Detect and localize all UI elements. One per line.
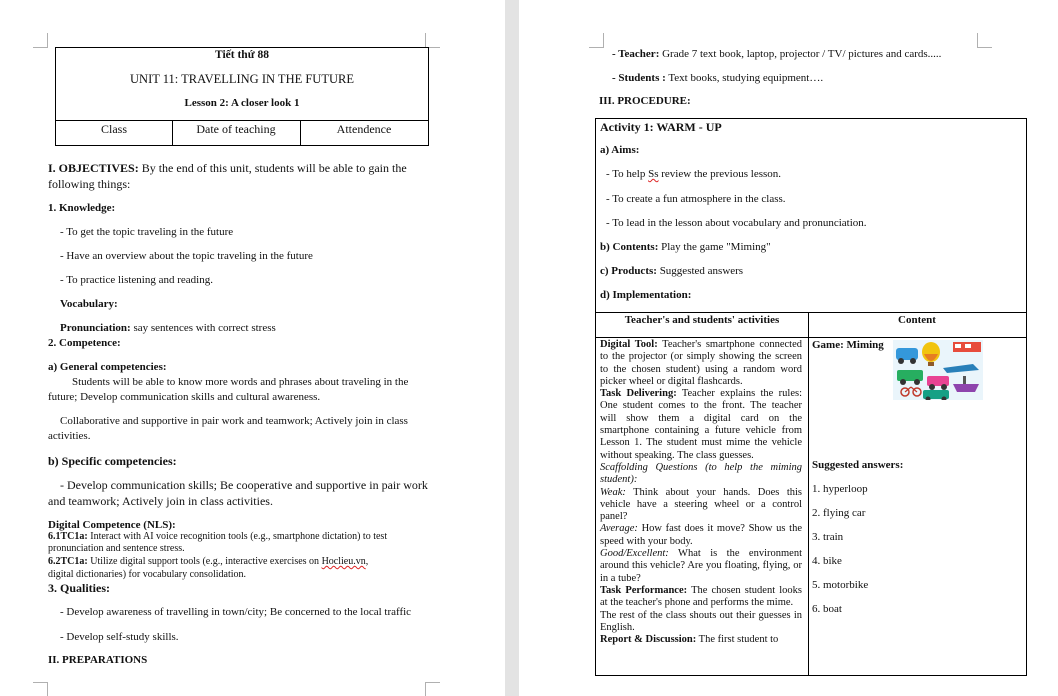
products-label: c) Products:: [600, 265, 657, 277]
knowledge-item: - To practice listening and reading.: [60, 274, 213, 286]
objectives-text: By the end of this unit, students will be able to gain the: [138, 161, 407, 175]
objectives-text-2: following things:: [48, 177, 131, 191]
report-label: Report & Discussion:: [600, 634, 697, 646]
activity-title: Activity 1: WARM - UP: [600, 120, 722, 134]
collab-text-2: activities.: [48, 430, 91, 442]
margin-mark: [425, 33, 440, 48]
average-paragraph: [600, 523, 802, 548]
digital-item-2-comma: ,: [365, 556, 369, 567]
digital-item-2-text: Utilize digital support tools (e.g., interactive exercises on: [87, 556, 322, 567]
task-performance-label: Task Performance:: [600, 584, 688, 596]
digital-item-1-code: 6.1TC1a:: [48, 531, 88, 542]
document-page-1: [0, 0, 505, 696]
good-label: Good/Excellent:: [600, 548, 669, 560]
vehicles-clipart: [893, 340, 983, 400]
hoclieu-link[interactable]: Hoclieu.vn: [321, 556, 366, 567]
answer-item: 1. hyperloop: [812, 483, 868, 495]
table-header-class: Class: [100, 122, 127, 136]
good-paragraph: [600, 548, 802, 585]
lesson-number: Tiết thứ 88: [215, 49, 269, 61]
suggested-answers-heading: Suggested answers:: [812, 459, 904, 471]
margin-mark: [425, 682, 440, 696]
products-line: [600, 265, 743, 278]
average-text: How fast does it move? Show us the speed with your body.: [600, 523, 802, 547]
preparations-heading: II. PREPARATIONS: [48, 654, 148, 666]
general-competencies-heading: a) General competencies:: [48, 361, 167, 373]
aims-item: - To help Ss review the previous lesson.: [606, 168, 782, 180]
good-text: What is the environment around this vehicle? Are you floating, flying, or in a tube?: [600, 548, 802, 584]
weak-label: Weak:: [600, 486, 626, 498]
qualities-item: - Develop awareness of travelling in town/city; Be concerned to the local traffic: [60, 606, 412, 618]
spellcheck-word: Ss: [648, 168, 659, 180]
unit-title: UNIT 11: TRAVELLING IN THE FUTURE: [130, 72, 354, 86]
contents-line: [600, 241, 771, 254]
contents-text: Play the game "Miming": [658, 241, 771, 253]
activities-cell: [600, 339, 802, 646]
pronunciation-label: Pronunciation:: [60, 322, 131, 334]
digital-tool-label: Digital Tool:: [600, 339, 658, 350]
margin-mark: [977, 33, 992, 48]
products-text: Suggested answers: [656, 265, 744, 277]
objectives-label: I. OBJECTIVES:: [48, 161, 139, 175]
rest-of-class-paragraph: The rest of the class shouts out their guesses in English.: [600, 609, 802, 633]
aims-heading: a) Aims:: [600, 144, 640, 156]
general-text-2: future; Develop communication skills and cultural awareness.: [48, 391, 321, 403]
average-label: Average:: [600, 523, 638, 535]
qualities-item: - Develop self-study skills.: [60, 631, 179, 643]
answer-item: 3. train: [812, 531, 844, 543]
lesson-title: Lesson 2: A closer look 1: [184, 97, 300, 109]
task-performance-paragraph: [600, 585, 802, 610]
lesson-header-table: [55, 47, 429, 146]
digital-item-2: [48, 556, 368, 567]
task-delivering-paragraph: [600, 388, 802, 462]
objectives-line: [48, 162, 407, 175]
knowledge-item: - Have an overview about the topic traveling in the future: [60, 250, 313, 262]
answer-item: 4. bike: [812, 555, 842, 567]
task-delivering-text: Teacher explains the rules: One student comes to the front. The teacher will show them a digital card on the smartphone containing a future vehicle from Lesson 1. The student must mime the vehicle without speaking. The class guesses.: [600, 388, 802, 461]
game-label: Game: Miming: [812, 339, 884, 351]
margin-mark: [33, 682, 48, 696]
digital-item-1: [48, 531, 387, 542]
table-header-attendence: Attendence: [336, 122, 392, 136]
column-header-content: Content: [898, 314, 936, 326]
column-header-activities: Teacher's and students' activities: [624, 314, 780, 326]
task-delivering-label: Task Delivering:: [600, 388, 677, 400]
aims-item: - To create a fun atmosphere in the class.: [606, 193, 786, 205]
weak-text: Think about your hands. Does this vehicle have a steering wheel or a control panel?: [600, 486, 802, 523]
margin-mark: [589, 33, 604, 48]
digital-competence-heading: Digital Competence (NLS):: [48, 519, 176, 531]
knowledge-item: - To get the topic traveling in the future: [60, 226, 234, 238]
digital-tool-text: Teacher's smartphone connected to the projector (or simply showing the screen to the chosen student) using a random word picker wheel or digital flashcards.: [600, 339, 802, 387]
answer-item: 6. boat: [812, 603, 842, 615]
weak-paragraph: [600, 487, 802, 524]
digital-item-2-cont: digital dictionaries) for vocabulary consolidation.: [48, 569, 246, 580]
vocabulary-label: Vocabulary:: [60, 298, 118, 310]
report-text: The first student to: [696, 634, 779, 646]
scaffolding-questions: Scaffolding Questions (to help the miming student):: [600, 461, 802, 486]
teacher-label: - Teacher:: [612, 48, 660, 60]
collab-text-1: Collaborative and supportive in pair work and teamwork; Actively join in class: [60, 415, 408, 427]
teacher-text: Grade 7 text book, laptop, projector / TV/ pictures and cards.....: [659, 48, 942, 60]
pronunciation-line: [60, 322, 276, 335]
qualities-heading: 3. Qualities:: [48, 581, 110, 595]
digital-item-1-text: Interact with AI voice recognition tools (e.g., smartphone dictation) to test: [87, 531, 388, 542]
pronunciation-text: say sentences with correct stress: [130, 322, 276, 334]
students-text: Text books, studying equipment….: [665, 72, 824, 84]
procedure-heading: III. PROCEDURE:: [599, 95, 691, 107]
implementation-heading: d) Implementation:: [600, 289, 692, 301]
specific-text-1: - Develop communication skills; Be cooperative and supportive in pair work: [60, 478, 428, 492]
specific-competencies-heading: b) Specific competencies:: [48, 454, 177, 468]
general-text-1: Students will be able to know more words and phrases about traveling in the: [72, 376, 409, 388]
students-label: - Students :: [612, 72, 666, 84]
task-performance-text: The chosen student looks at the teacher's phone and performs the mime.: [600, 584, 802, 609]
activity-table: [595, 118, 1027, 676]
specific-text-2: and teamwork; Actively join in class activities.: [48, 494, 273, 508]
answer-item: 2. flying car: [812, 507, 866, 519]
margin-mark: [33, 33, 48, 48]
report-paragraph: [600, 634, 802, 646]
knowledge-heading: 1. Knowledge:: [48, 202, 116, 214]
digital-item-1-cont: pronunciation and sentence stress.: [48, 543, 185, 554]
teacher-line: [612, 48, 941, 61]
document-page-2: [519, 0, 1058, 696]
aims-item: - To lead in the lesson about vocabulary and pronunciation.: [606, 217, 867, 229]
answer-item: 5. motorbike: [812, 579, 869, 591]
digital-item-2-code: 6.2TC1a:: [48, 556, 88, 567]
competence-heading: 2. Competence:: [48, 337, 121, 349]
digital-tool-paragraph: [600, 339, 802, 388]
students-line: [612, 72, 823, 85]
contents-label: b) Contents:: [600, 241, 659, 253]
table-header-date: Date of teaching: [196, 122, 276, 136]
